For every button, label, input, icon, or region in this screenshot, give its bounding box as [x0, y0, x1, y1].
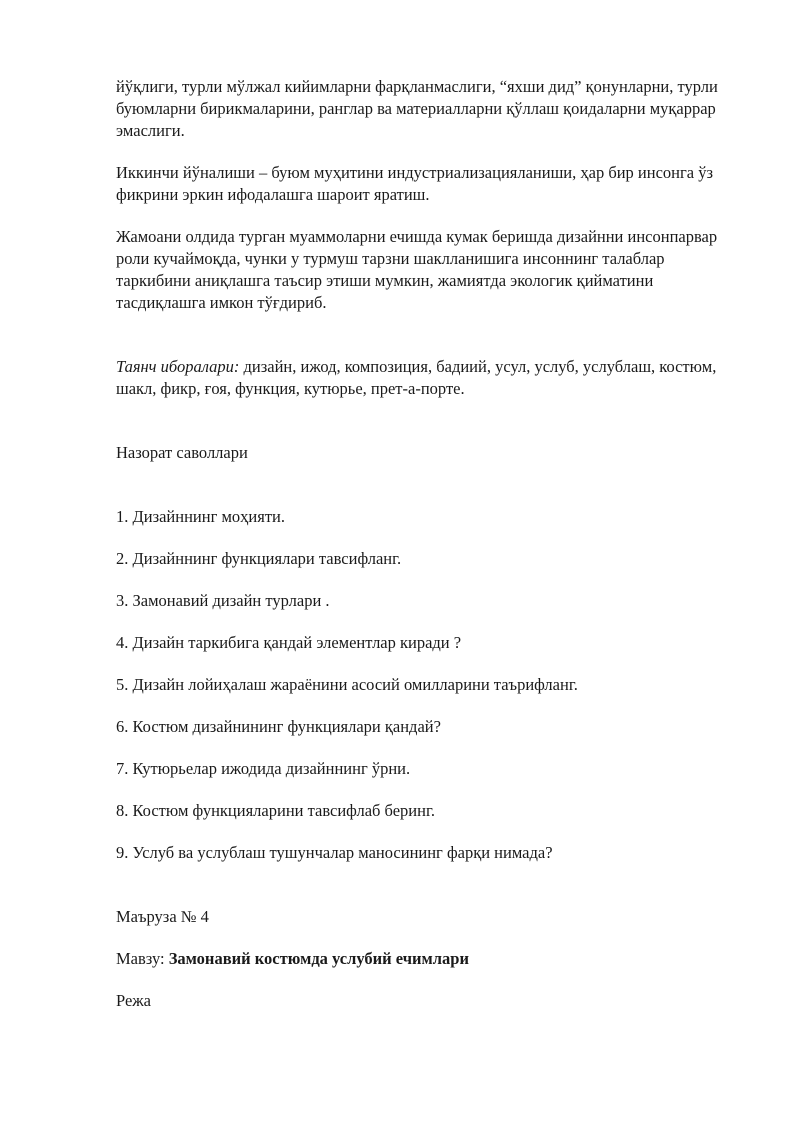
question-item: 4. Дизайн таркибига қандай элементлар киради ? [116, 633, 462, 652]
keywords-text: дизайн, ижод, композиция, бадиий, усул, услуб, услублаш, костюм, шакл, фикр, ғоя, функция, кутюрье, прет-а-порте. [116, 357, 717, 398]
topic-title: Замонавий костюмда услубий ечимлари [168, 949, 469, 968]
questions-heading: Назорат саволлари [116, 443, 248, 462]
question-item: 2. Дизайннинг функциялари тавсифланг. [116, 549, 402, 568]
question-item: 3. Замонавий дизайн турлари . [116, 591, 330, 610]
question-item: 7. Кутюрьелар ижодида дизайннинг ўрни. [116, 759, 411, 778]
question-item: 8. Костюм функцияларини тавсифлаб беринг. [116, 801, 435, 820]
document-page [116, 76, 736, 1012]
question-item: 9. Услуб ва услублаш тушунчалар маносининг фарқи нимада? [116, 843, 553, 862]
lecture-number: Маъруза № 4 [116, 907, 209, 926]
question-item: 1. Дизайннинг моҳияти. [116, 507, 285, 526]
topic-label: Мавзу: [116, 949, 169, 968]
keywords-paragraph [116, 356, 736, 400]
paragraph-3: Жамоани олдида турган муаммоларни ечишда кумак беришда дизайнни инсонпарвар роли кучаймоқда, чунки у турмуш тарзни шаклланишига инсоннинг талаблар таркибини аниқлашга таъсир этиши мумкин, жамиятда экологик қийматини тасдиқлашга имкон тўғдириб. [116, 227, 718, 312]
topic-line [116, 948, 736, 970]
paragraph-2: Иккинчи йўналиши – буюм муҳитини индустриализацияланиши, ҳар бир инсонга ўз фикрини эркин ифодалашга шароит яратиш. [116, 163, 713, 204]
keywords-label: Таянч иборалари: [116, 357, 240, 376]
plan-heading: Режа [116, 991, 152, 1010]
question-item: 5. Дизайн лойиҳалаш жараёнини асосий омилларини таърифланг. [116, 675, 578, 694]
question-item: 6. Костюм дизайнининг функциялари қандай? [116, 717, 441, 736]
paragraph-1: йўқлиги, турли мўлжал кийимларни фарқланмаслиги, “яхши дид” қонунларни, турли буюмларни бирикмаларини, ранглар ва материалларни қўллаш қоидаларни муқаррар эмаслиги. [116, 77, 718, 140]
